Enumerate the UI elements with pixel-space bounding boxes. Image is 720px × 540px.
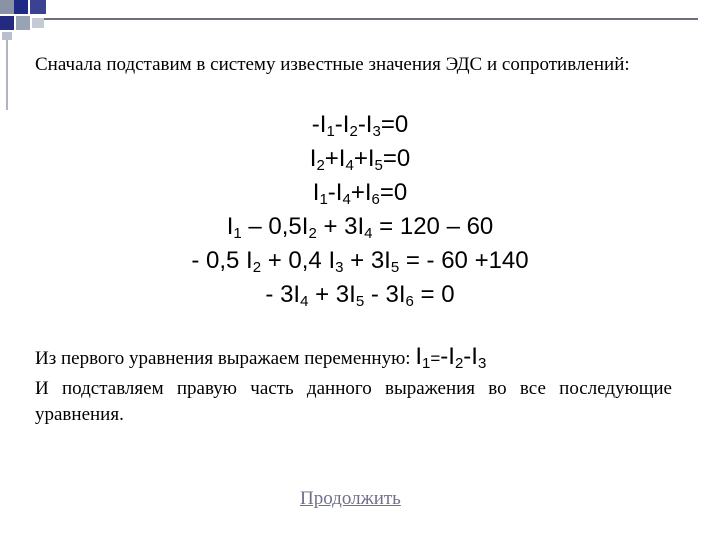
header-rule — [44, 18, 698, 20]
equation-system — [35, 108, 685, 312]
corner-square-5 — [16, 16, 30, 30]
equation-row: $I_1-I_4+I_6=0$ — [312, 179, 408, 208]
corner-square-1 — [0, 0, 14, 14]
equation-row: $I_1 - 0,5I_2 + 3I_4 = 120 - 60$ — [226, 213, 494, 242]
equation-row: - $3I_4 + 3I_5 - 3I_6 = 0$ — [265, 281, 455, 310]
corner-square-4 — [0, 16, 14, 30]
express-text: Из первого уравнения выражаем переменную: — [35, 348, 411, 369]
continue-link[interactable]: Продолжить — [300, 488, 401, 509]
intro-paragraph: Сначала подставим в систему известные значения ЭДС и сопротивлений: — [35, 54, 630, 75]
express-paragraph — [35, 344, 672, 372]
equation-row: $I_2+I_4+I_5=0$ — [309, 145, 411, 174]
corner-square-7 — [32, 18, 44, 28]
corner-square-2 — [14, 0, 28, 14]
substitute-paragraph: И подставляем правую часть данного выражения во все последующие уравнения. — [35, 378, 672, 425]
corner-square-3 — [30, 0, 46, 14]
express-formula: $I_1=-I_2-I_3$ — [415, 343, 487, 372]
equation-row: - 0,5 $I_2 + 0,4$ $I_3 + 3I_5$ = - 60 +140 — [191, 247, 529, 276]
side-rule — [6, 40, 8, 110]
equation-row: $-I_1-I_2-I_3=0$ — [311, 111, 409, 140]
corner-square-6 — [2, 32, 12, 40]
